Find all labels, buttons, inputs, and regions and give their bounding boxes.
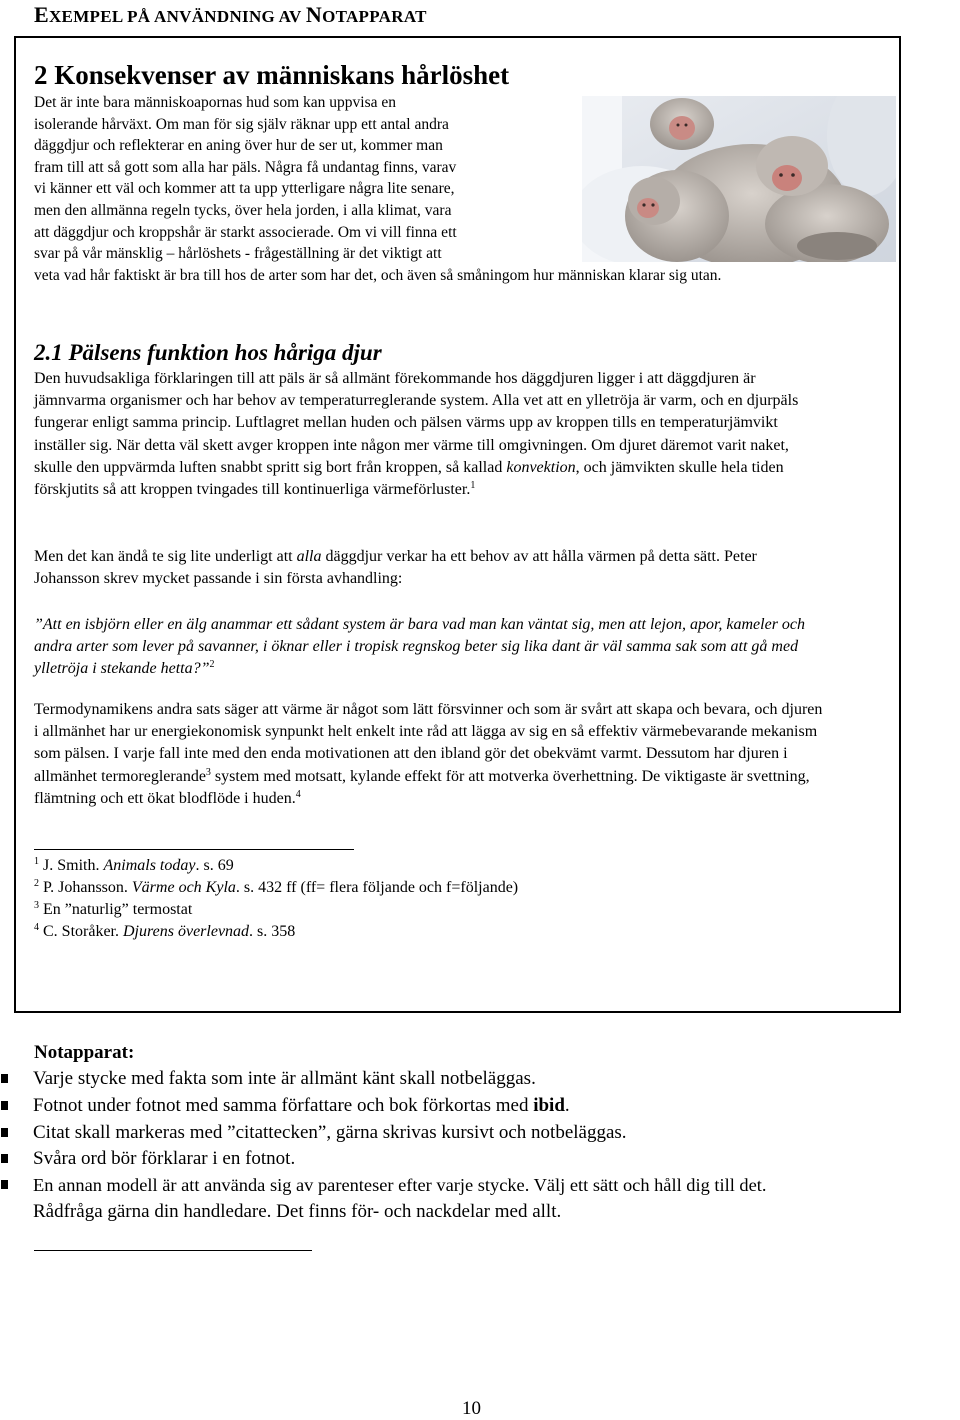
footnote-item bbox=[34, 921, 518, 943]
section-heading: 2 Konsekvenser av människans hårlöshet bbox=[34, 60, 510, 90]
para2-emphasis: alla bbox=[296, 548, 322, 565]
intro-line: att däggdjur och kroppshår är starkt associerade. Om vi vill finna ett bbox=[34, 223, 457, 241]
header-rest-1: XEMPEL PÅ ANVÄNDNING AV bbox=[48, 7, 306, 26]
notes-title: Notapparat: bbox=[34, 1042, 135, 1063]
intro-line: vi känner ett väl och kommer att ta upp ytterligare några lite senare, bbox=[34, 180, 455, 198]
footnote-item bbox=[34, 877, 518, 899]
notes-bullet-item bbox=[0, 1120, 960, 1146]
footnote-text: J. Smith. bbox=[39, 857, 104, 874]
intro-line: Det är inte bara människoapornas hud som kan uppvisa en bbox=[34, 94, 397, 111]
footnote-separator bbox=[34, 849, 354, 850]
para2-text-a: Men det kan ändå te sig lite underligt att bbox=[34, 548, 297, 565]
bullet-text bbox=[33, 1093, 570, 1119]
header-rest-2: OTAPPARAT bbox=[322, 7, 427, 26]
footnote-number: 4 bbox=[34, 922, 39, 933]
footnote-ref-3[interactable]: 3 bbox=[205, 766, 211, 778]
notes-bullet-item bbox=[0, 1093, 960, 1119]
footnote-item bbox=[34, 855, 518, 877]
bullet-continuation: Rådfråga gärna din handledare. Det finns för- och nackdelar med allt. bbox=[33, 1201, 562, 1222]
footnote-text: C. Storåker. bbox=[39, 923, 123, 940]
paragraph-thermodynamics bbox=[34, 699, 824, 810]
bullet-text: Svåra ord bör förklarar i en fotnot. bbox=[33, 1148, 296, 1169]
bullet-text: Varje stycke med fakta som inte är allmänt känt skall notbeläggas. bbox=[33, 1068, 536, 1089]
para1-text-a: Den huvudsakliga förklaringen till att päls är så allmänt förekommande hos däggdjuren ligger i att däggdjuren är jämnvarma organismer och har behov av temperaturreglerande system. Alla vet att en ylletröja är varm, och en djurpäls fungerar enligt samma princip. Luftlagret mellan huden och pälsen värms upp av kroppen tills en temperaturjämvikt inställer sig. När detta väl skett avger kroppen inte någon mer värme till omgivningen. Om djuret däremot varit naket, skulle den uppvärmda luften snabbt spritt sig bort från kroppen, så kallad bbox=[34, 370, 799, 476]
notes-bullet-item bbox=[0, 1066, 960, 1092]
footnote-text: . s. 358 bbox=[249, 923, 296, 940]
notes-bullet-item bbox=[0, 1146, 960, 1172]
subsection-heading: 2.1 Pälsens funktion hos håriga djur bbox=[34, 340, 382, 365]
bottom-footnote-separator bbox=[34, 1250, 312, 1251]
footnote-text: . s. 69 bbox=[195, 857, 234, 874]
footnote-title: Djurens överlevnad bbox=[123, 923, 250, 940]
footnote-ref-2[interactable]: 2 bbox=[209, 659, 215, 671]
page-number: 10 bbox=[462, 1398, 481, 1419]
intro-line: men den allmänna regeln tycks, över hela jorden, i alla klimat, vara bbox=[34, 201, 452, 219]
square-bullet-icon bbox=[1, 1154, 8, 1163]
footnote-text: En ”naturlig” termostat bbox=[39, 901, 193, 918]
square-bullet-icon bbox=[1, 1074, 8, 1083]
bullet-text-a: Fotnot under fotnot med samma författare och bok förkortas med bbox=[33, 1095, 534, 1116]
intro-line: isolerande hårväxt. Om man för sig själv räknar upp ett antal andra bbox=[34, 115, 449, 133]
bullet-text-b: . bbox=[564, 1095, 570, 1116]
intro-tail: veta vad hår faktiskt är bra till hos de arter som har det, och även så småningom hur människan klarar sig utan. bbox=[34, 266, 722, 284]
footnote-ref-1[interactable]: 1 bbox=[470, 480, 476, 492]
intro-line: däggdjur och reflekterar en aning över hur de ser ut, kommer man bbox=[34, 137, 443, 155]
bullet-text: En annan modell är att använda sig av parenteser efter varje stycke. Välj ett sätt och håll dig till det. bbox=[33, 1175, 767, 1195]
footnote-number: 3 bbox=[34, 900, 39, 911]
paragraph-all-mammals bbox=[34, 546, 824, 590]
footnote-ref-4[interactable]: 4 bbox=[295, 788, 301, 800]
snow-monkeys-photo bbox=[582, 96, 896, 262]
bullet-bold-term: ibid bbox=[533, 1095, 565, 1116]
footnote-text: . s. 432 ff (ff= flera följande och f=följande) bbox=[235, 879, 519, 896]
footnote-text: P. Johansson. bbox=[39, 879, 132, 896]
notes-bullet-item bbox=[0, 1172, 960, 1198]
square-bullet-icon bbox=[1, 1180, 8, 1189]
para3-text-a: Termodynamikens andra sats säger att värme är något som lätt försvinner och som är svårt att skapa och bevara, och djuren i allmänhet har ur energiekonomisk synpunkt helt enkelt inte råd att lägga av sig en så effektiv värmebevarande mekanism som pälsen. I varje fall inte med den enda motivationen att den ibland gör det obekvämt varmt. Dessutom har djuren i allmänhet termoreglerande bbox=[34, 701, 823, 785]
footnote-title: Värme och Kyla bbox=[131, 879, 236, 896]
intro-line: svar på vår mänsklig – hårlöshets - frågeställning är det viktigt att bbox=[34, 245, 442, 263]
footnotes-list bbox=[34, 855, 518, 943]
paragraph-fur-function bbox=[34, 368, 824, 501]
para3-text-b: system med motsatt, kylande effekt för att motverka överhettning. De viktigaste är svettning, flämtning och ett ökat blodflöde i huden. bbox=[34, 767, 810, 807]
intro-line: fram till att så gott som alla har päls. Några få undantag finns, varav bbox=[34, 158, 457, 176]
quote-text: ”Att en isbjörn eller en älg anammar ett sådant system är bara vad man kan väntat sig, men att lejon, apor, kameler och andra arter som lever på savanner, i öknar eller i tropisk regnskog beter sig lika dant är väl samma sak som att gå med ylletröja i stekande hetta?” bbox=[34, 616, 806, 678]
block-quote bbox=[34, 614, 824, 681]
para1-text-b: , och jämvikten skulle hela tiden förskjutits så att kroppen tvingades till kontinuerliga värmeförluster. bbox=[34, 458, 784, 499]
header-cap-2: N bbox=[305, 2, 323, 27]
para1-term: konvektion bbox=[506, 458, 576, 476]
footnote-item bbox=[34, 899, 518, 921]
footnote-title: Animals today bbox=[103, 857, 196, 874]
square-bullet-icon bbox=[1, 1128, 8, 1137]
square-bullet-icon bbox=[1, 1101, 8, 1110]
footnote-number: 1 bbox=[34, 856, 39, 867]
para2-text-b: däggdjur verkar ha ett behov av att hålla värmen på detta sätt. Peter Johansson skrev mycket passande i sin första avhandling: bbox=[34, 548, 757, 588]
bullet-text: Citat skall markeras med ”citattecken”, gärna skrivas kursivt och notbeläggas. bbox=[33, 1122, 627, 1143]
header-cap-1: E bbox=[34, 2, 49, 27]
page-header bbox=[34, 2, 427, 28]
footnote-number: 2 bbox=[34, 878, 39, 889]
